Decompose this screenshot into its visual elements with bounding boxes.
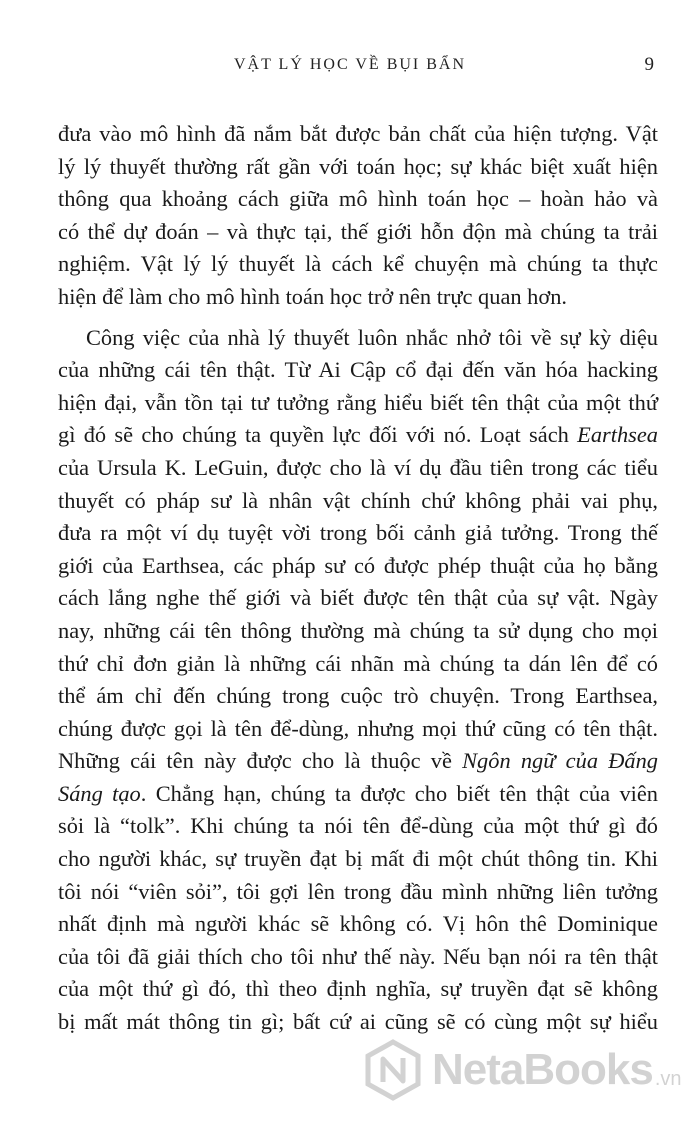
text-line xyxy=(58,745,658,778)
text-line: sỏi là “tolk”. Khi chúng ta nói tên để-dùng của một thứ gì đó xyxy=(58,813,658,839)
paragraph-2 xyxy=(58,322,658,1039)
text-line: tôi nói “viên sỏi”, tôi gợi lên trong đầu mình những liên tưởng xyxy=(58,878,658,904)
text-line: chúng được gọi là tên để-dùng, nhưng mọi thứ cũng có tên thật. xyxy=(58,715,658,741)
running-title: VẬT LÝ HỌC VỀ BỤI BẨN xyxy=(233,56,467,73)
text-line: hiện đại, vẫn tồn tại tư tưởng rằng hiểu biết tên thật của một thứ xyxy=(58,389,658,415)
text-line: thể ám chỉ đến chúng trong cuộc trò chuyện. Trong Earthsea, xyxy=(58,683,658,709)
text-line: Công việc của nhà lý thuyết luôn nhắc nhở tôi về sự kỳ diệu xyxy=(86,324,658,350)
text-line: thứ chỉ đơn giản là những cái nhãn mà chúng ta dán lên để có xyxy=(58,650,658,676)
text-line: nghiệm. Vật lý lý thuyết là cách kể chuyện mà chúng ta thực xyxy=(58,251,658,277)
text-line: thông qua khoảng cách giữa mô hình toán học – hoàn hảo và xyxy=(58,186,658,212)
book-title-earthsea: Earthsea xyxy=(577,422,658,448)
italic-phrase: Ngôn ngữ của Đấng xyxy=(462,748,658,774)
watermark xyxy=(362,1035,692,1105)
text-line: của tôi đã giải thích cho tôi như thế này. Nếu bạn nói ra tên thật xyxy=(58,943,658,969)
watermark-brand: NetaBooks xyxy=(432,1045,653,1094)
text-line: của những cái tên thật. Từ Ai Cập cổ đại đến văn hóa hacking xyxy=(58,357,658,383)
netabooks-logo-icon xyxy=(362,1039,424,1101)
text-line: lý lý thuyết thường rất gần với toán học; sự khác biệt xuất hiện xyxy=(58,153,658,179)
text-segment: gì đó sẽ cho chúng ta quyền lực đối với nó. Loạt sách xyxy=(58,422,578,448)
page-header xyxy=(0,52,700,82)
text-line: đưa ra một ví dụ tuyệt vời trong bối cảnh giả tưởng. Trong thế xyxy=(58,520,658,546)
text-line: giới của Earthsea, các pháp sư có được phép thuật của họ bằng xyxy=(58,552,658,578)
text-line: thuyết có pháp sư là nhân vật chính chứ không phải vai phụ, xyxy=(58,487,658,513)
watermark-suffix: .vn xyxy=(654,1068,682,1090)
text-line: nay, những cái tên thông thường mà chúng ta sử dụng cho mọi xyxy=(58,617,658,643)
text-line: của Ursula K. LeGuin, được cho là ví dụ đầu tiên trong các tiểu xyxy=(58,454,658,480)
text-line xyxy=(58,778,658,811)
text-line xyxy=(58,419,658,452)
text-line: bị mất mát thông tin gì; bất cứ ai cũng sẽ có cùng một sự hiểu xyxy=(58,1009,658,1035)
text-segment: . Chẳng hạn, chúng ta được cho biết tên thật của viên xyxy=(140,780,658,806)
paragraph-1 xyxy=(58,118,658,314)
text-line: của một thứ gì đó, thì theo định nghĩa, sự truyền đạt sẽ không xyxy=(58,976,658,1002)
page-number: 9 xyxy=(644,54,654,75)
italic-phrase: Sáng tạo xyxy=(58,780,141,806)
text-line: cho người khác, sự truyền đạt bị mất đi một chút thông tin. Khi xyxy=(58,846,658,872)
text-line: hiện để làm cho mô hình toán học trở nên trực quan hơn. xyxy=(58,283,568,309)
text-line: nhất định mà người khác sẽ không có. Vị hôn thê Dominique xyxy=(58,911,658,937)
text-line: có thể dự đoán – và thực tại, thế giới hỗn độn mà chúng ta trải xyxy=(58,218,658,244)
text-line: cách lắng nghe thế giới và biết được tên thật của sự vật. Ngày xyxy=(58,585,658,611)
text-segment: Những cái tên này được cho là thuộc về xyxy=(58,748,463,774)
body-text xyxy=(58,118,658,1039)
text-line: đưa vào mô hình đã nắm bắt được bản chất của hiện tượng. Vật xyxy=(58,121,658,146)
